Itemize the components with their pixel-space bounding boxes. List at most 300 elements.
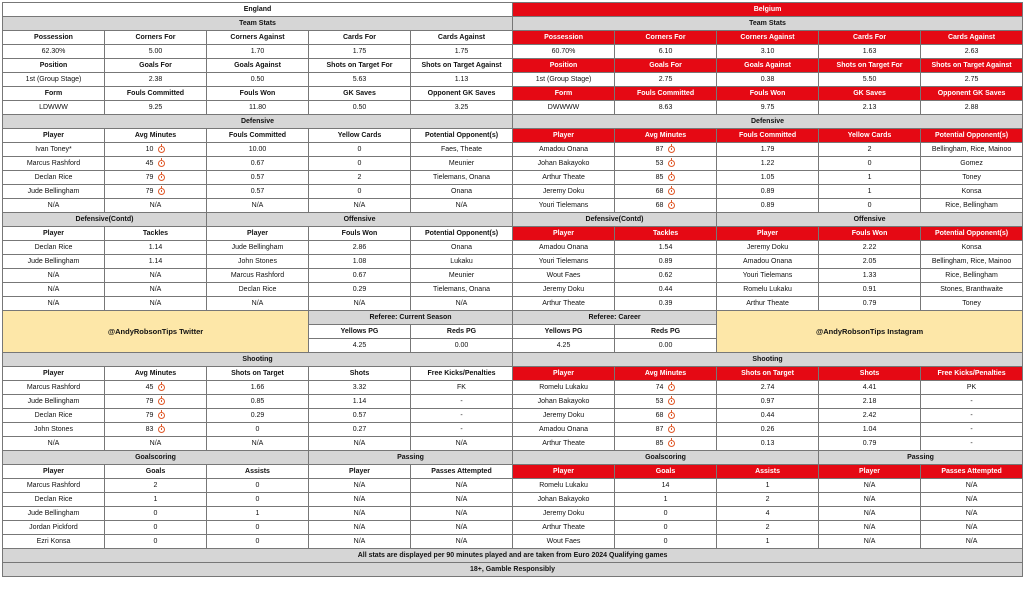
belgium-team-stats-header	[513, 17, 1023, 31]
england-goalscoring-cell	[3, 479, 105, 493]
column-header	[105, 465, 207, 479]
team-stat-label-text: Fouls Won	[749, 90, 786, 97]
england-shooting-cell	[3, 437, 105, 451]
england-offensive-cell-text: John Stones	[238, 258, 277, 265]
england-team-stat-value	[3, 45, 105, 59]
england-offensive-cell	[411, 297, 513, 311]
england-goalscoring-cell-text: Jude Bellingham	[27, 510, 80, 517]
belgium-team-stat-value-text: 60.70%	[551, 48, 576, 55]
column-header-text: Shots on Target	[231, 370, 284, 377]
belgium-shooting-header	[513, 353, 1023, 367]
belgium-team-stat-value-text: 6.10	[658, 48, 673, 55]
column-header-text: Player	[42, 132, 65, 139]
england-shooting-cell-text: 0	[255, 426, 260, 433]
england-shooting-cell	[207, 395, 309, 409]
column-header-text: Avg Minutes	[134, 370, 177, 377]
column-header-text: Tackles	[652, 230, 679, 237]
belgium-goalscoring-cell	[717, 521, 819, 535]
team-stat-label-text: Fouls Committed	[636, 90, 695, 97]
belgium-shooting-cell	[615, 381, 717, 395]
belgium-passing-cell	[819, 521, 921, 535]
belgium-goalscoring-cell-text: Johan Bakayoko	[537, 496, 590, 503]
england-passing-header	[309, 451, 513, 465]
belgium-goalscoring-header	[513, 451, 819, 465]
belgium-shooting-cell-text: 0.13	[760, 440, 775, 447]
england-goalscoring-cell	[207, 521, 309, 535]
england-shooting-header-text: Shooting	[242, 356, 273, 363]
column-header	[717, 227, 819, 241]
belgium-goalscoring-cell-text: 2	[765, 524, 770, 531]
column-header	[207, 227, 309, 241]
england-shooting-cell	[411, 409, 513, 423]
england-goalscoring-cell-text: 0	[255, 496, 260, 503]
belgium-defensive-cell-text: Youri Tielemans	[538, 202, 589, 209]
team-stat-label	[309, 59, 411, 73]
column-header-text: Passes Attempted	[431, 468, 492, 475]
belgium-shooting-cell	[615, 395, 717, 409]
column-header-text: Avg Minutes	[644, 132, 687, 139]
england-shooting-cell-text: Jude Bellingham	[27, 398, 80, 405]
england-defensive-contd-header	[3, 213, 207, 227]
england-goalscoring-cell	[3, 493, 105, 507]
england-goalscoring-cell-text: 1	[255, 510, 260, 517]
gamble-responsibly-note-text: 18+, Gamble Responsibly	[470, 566, 556, 573]
england-tackles-cell-text: 1.14	[148, 244, 163, 251]
belgium-goalscoring-cell	[615, 507, 717, 521]
england-goalscoring-header	[3, 451, 309, 465]
england-team-stat-value-text: 62.30%	[41, 48, 66, 55]
england-offensive-header-text: Offensive	[343, 216, 376, 223]
team-stat-label	[921, 31, 1023, 45]
belgium-defensive-cell	[717, 171, 819, 185]
belgium-goalscoring-cell-text: 1	[765, 538, 770, 545]
belgium-goalscoring-cell	[513, 507, 615, 521]
team-stat-label-text: Cards For	[853, 34, 887, 41]
team-stat-label	[207, 31, 309, 45]
belgium-team-stat-value	[921, 101, 1023, 115]
belgium-passing-cell	[819, 507, 921, 521]
belgium-shooting-cell-text: 87	[655, 426, 664, 433]
belgium-team-stat-value-text: 0.38	[760, 76, 775, 83]
england-goalscoring-header-text: Goalscoring	[135, 454, 176, 461]
england-offensive-cell-text: Declan Rice	[238, 286, 277, 293]
belgium-offensive-cell	[921, 241, 1023, 255]
belgium-offensive-cell-text: Toney	[962, 300, 981, 307]
england-passing-cell-text: N/A	[455, 482, 468, 489]
column-header-text: Goals	[655, 468, 676, 475]
england-shooting-cell-text: -	[460, 426, 463, 433]
column-header-text: Player	[42, 370, 65, 377]
england-offensive-cell	[411, 241, 513, 255]
belgium-shooting-cell	[717, 395, 819, 409]
belgium-team-stats-header-text: Team Stats	[749, 20, 786, 27]
belgium-shooting-cell-text: 53	[655, 398, 664, 405]
belgium-defensive-cell-text: 0.89	[760, 188, 775, 195]
team-stat-label-text: Goals Against	[744, 62, 791, 69]
belgium-shooting-cell	[819, 437, 921, 451]
belgium-tackles-cell-text: 0.44	[658, 286, 673, 293]
belgium-team-stat-value-text: 2.75	[658, 76, 673, 83]
team-stat-label-text: Goals Against	[234, 62, 281, 69]
belgium-defensive-cell	[717, 185, 819, 199]
england-shooting-cell	[309, 409, 411, 423]
england-defensive-cell-text: 0.57	[250, 188, 265, 195]
belgium-offensive-cell-text: 0.79	[862, 300, 877, 307]
belgium-defensive-cell-text: Bellingham, Rice, Mainoo	[931, 146, 1012, 153]
belgium-offensive-cell-text: Arthur Theate	[746, 300, 789, 307]
team-stat-label	[309, 31, 411, 45]
england-tackles-cell-text: N/A	[149, 300, 162, 307]
england-defensive-cell-text: Faes, Theate	[440, 146, 483, 153]
gamble-responsibly-note	[3, 563, 1023, 577]
belgium-shooting-cell	[921, 437, 1023, 451]
column-header	[615, 227, 717, 241]
england-team-stat-value-text: 1.13	[454, 76, 469, 83]
belgium-offensive-header-text: Offensive	[853, 216, 886, 223]
team-stat-label-text: Fouls Committed	[126, 90, 185, 97]
belgium-team-stat-value	[819, 45, 921, 59]
belgium-goalscoring-cell	[513, 479, 615, 493]
england-offensive-cell-text: Tielemans, Onana	[433, 286, 490, 293]
england-team-stat-value-text: 3.25	[454, 104, 469, 111]
belgium-team-stat-value-text: 3.10	[760, 48, 775, 55]
england-goalscoring-cell-text: Jordan Pickford	[29, 524, 78, 531]
england-shooting-cell	[309, 381, 411, 395]
england-defensive-cell-text: 79	[145, 188, 154, 195]
belgium-defensive-cell	[819, 157, 921, 171]
england-passing-cell-text: N/A	[455, 496, 468, 503]
england-shooting-cell-text: 0.85	[250, 398, 265, 405]
belgium-offensive-cell	[717, 255, 819, 269]
team-stat-label-text: Cards Against	[437, 34, 486, 41]
team-stat-label-text: Position	[549, 62, 578, 69]
belgium-goalscoring-cell	[717, 479, 819, 493]
england-goalscoring-cell-text: Declan Rice	[34, 496, 73, 503]
belgium-tackles-cell	[513, 297, 615, 311]
belgium-defensive-cell	[921, 143, 1023, 157]
england-defensive-cell	[207, 143, 309, 157]
column-header-text: Avg Minutes	[644, 370, 687, 377]
england-goalscoring-cell	[3, 535, 105, 549]
belgium-team-stat-value	[717, 73, 819, 87]
england-goalscoring-cell	[3, 521, 105, 535]
footer-note	[3, 549, 1023, 563]
team-stat-label	[819, 87, 921, 101]
england-tackles-cell	[105, 297, 207, 311]
england-tackles-cell	[3, 297, 105, 311]
belgium-goalscoring-cell-text: Wout Faes	[546, 538, 581, 545]
england-shooting-cell-text: Declan Rice	[34, 412, 73, 419]
england-goalscoring-cell-text: 0	[255, 524, 260, 531]
column-header	[615, 129, 717, 143]
belgium-defensive-cell-text: 53	[655, 160, 664, 167]
belgium-passing-cell	[921, 479, 1023, 493]
column-header-text: Shots on Target	[741, 370, 794, 377]
england-defensive-cell	[411, 171, 513, 185]
belgium-shooting-cell	[513, 395, 615, 409]
belgium-shooting-cell	[717, 409, 819, 423]
team-stat-label-text: Goals For	[139, 62, 172, 69]
belgium-shooting-cell-text: 0.79	[862, 440, 877, 447]
england-team-stat-value-text: 1.75	[454, 48, 469, 55]
england-defensive-cell	[3, 171, 105, 185]
team-stat-label	[105, 31, 207, 45]
referee-reds-label	[411, 325, 513, 339]
belgium-shooting-cell-text: 68	[655, 412, 664, 419]
belgium-defensive-cell-text: 68	[655, 188, 664, 195]
team-stat-label	[717, 87, 819, 101]
england-goalscoring-cell	[105, 521, 207, 535]
column-header-text: Fouls Committed	[738, 132, 797, 139]
england-tackles-cell-text: 1.14	[148, 258, 163, 265]
referee-yellows-label	[513, 325, 615, 339]
england-defensive-cell	[411, 185, 513, 199]
belgium-team-stat-value	[717, 45, 819, 59]
england-shooting-cell-text: 3.32	[352, 384, 367, 391]
belgium-team-stat-value	[513, 73, 615, 87]
belgium-team-stat-value-text: 2.75	[964, 76, 979, 83]
belgium-defensive-cell	[921, 157, 1023, 171]
belgium-team-stat-value	[819, 101, 921, 115]
england-tackles-cell	[105, 283, 207, 297]
column-header-text: Fouls Won	[341, 230, 378, 237]
team-stat-label-text: GK Saves	[853, 90, 886, 97]
belgium-goalscoring-cell	[615, 493, 717, 507]
england-passing-cell-text: N/A	[353, 538, 366, 545]
column-header	[309, 367, 411, 381]
belgium-defensive-cell-text: Gomez	[960, 160, 983, 167]
team-stat-label-text: GK Saves	[343, 90, 376, 97]
england-defensive-contd-header-text: Defensive(Contd)	[75, 216, 134, 223]
england-team-stat-value	[105, 73, 207, 87]
team-stat-label	[105, 87, 207, 101]
england-offensive-cell	[207, 241, 309, 255]
team-stat-label	[3, 59, 105, 73]
england-team-stat-value-text: LDWWW	[39, 104, 68, 111]
england-shooting-cell	[207, 423, 309, 437]
belgium-defensive-cell-text: Amadou Onana	[539, 146, 589, 153]
england-goalscoring-cell	[105, 535, 207, 549]
belgium-defensive-header	[513, 115, 1023, 129]
england-tackles-cell	[3, 241, 105, 255]
belgium-shooting-header-text: Shooting	[752, 356, 783, 363]
belgium-defensive-cell-text: 68	[655, 202, 664, 209]
column-header	[309, 129, 411, 143]
belgium-offensive-cell	[921, 297, 1023, 311]
team-stat-label	[513, 87, 615, 101]
belgium-defensive-cell-text: 2	[867, 146, 872, 153]
belgium-shooting-cell	[819, 381, 921, 395]
team-stat-label-text: Fouls Won	[239, 90, 276, 97]
belgium-offensive-cell-text: Bellingham, Rice, Mainoo	[931, 258, 1012, 265]
england-passing-cell	[309, 479, 411, 493]
england-passing-cell	[309, 493, 411, 507]
stopwatch-icon	[668, 440, 675, 447]
belgium-tackles-cell	[615, 297, 717, 311]
england-team-stat-value-text: 1.75	[352, 48, 367, 55]
belgium-offensive-cell	[921, 283, 1023, 297]
team-stat-label-text: Shots on Target Against	[421, 62, 502, 69]
belgium-offensive-header	[717, 213, 1023, 227]
england-defensive-cell	[105, 199, 207, 213]
england-defensive-cell	[207, 199, 309, 213]
column-header-text: Player	[553, 468, 575, 475]
england-defensive-cell-text: N/A	[251, 202, 264, 209]
england-goalscoring-cell	[207, 507, 309, 521]
belgium-shooting-cell	[819, 423, 921, 437]
england-passing-cell	[309, 535, 411, 549]
stopwatch-icon	[158, 160, 165, 167]
england-passing-cell-text: N/A	[353, 482, 366, 489]
belgium-defensive-cell	[615, 157, 717, 171]
belgium-shooting-cell-text: 0.44	[760, 412, 775, 419]
belgium-defensive-cell-text: Johan Bakayoko	[537, 160, 590, 167]
column-header	[411, 227, 513, 241]
england-passing-header-text: Passing	[397, 454, 424, 461]
column-header	[717, 129, 819, 143]
england-defensive-cell	[105, 143, 207, 157]
belgium-tackles-cell	[615, 255, 717, 269]
team-stat-label-text: Corners Against	[230, 34, 285, 41]
england-team-stat-value	[411, 73, 513, 87]
team-stat-label	[921, 87, 1023, 101]
belgium-shooting-cell	[513, 381, 615, 395]
belgium-defensive-cell-text: Arthur Theate	[542, 174, 585, 181]
england-shooting-cell-text: 0.27	[352, 426, 367, 433]
belgium-goalscoring-cell	[513, 493, 615, 507]
belgium-goalscoring-cell-text: Arthur Theate	[542, 524, 585, 531]
belgium-defensive-header-text: Defensive	[751, 118, 785, 125]
belgium-tackles-cell-text: Arthur Theate	[542, 300, 585, 307]
england-shooting-cell-text: 0.29	[250, 412, 265, 419]
belgium-shooting-cell-text: 2.74	[760, 384, 775, 391]
column-header-text: Player	[348, 468, 371, 475]
belgium-defensive-cell	[513, 171, 615, 185]
england-defensive-cell	[411, 199, 513, 213]
belgium-offensive-cell-text: Stones, Branthwaite	[940, 286, 1003, 293]
belgium-goalscoring-cell-text: 0	[663, 524, 668, 531]
team-stat-label	[105, 59, 207, 73]
england-defensive-cell-text: N/A	[455, 202, 468, 209]
belgium-goalscoring-cell-text: Jeremy Doku	[542, 510, 585, 517]
belgium-offensive-cell-text: Jeremy Doku	[746, 244, 789, 251]
england-shooting-cell	[411, 437, 513, 451]
belgium-offensive-cell-text: Youri Tielemans	[742, 272, 793, 279]
stopwatch-icon	[668, 146, 675, 153]
england-offensive-cell-text: N/A	[353, 300, 366, 307]
belgium-defensive-cell-text: 0.89	[760, 202, 775, 209]
belgium-passing-cell	[921, 493, 1023, 507]
belgium-tackles-cell-text: 0.62	[658, 272, 673, 279]
england-goalscoring-cell	[3, 507, 105, 521]
column-header	[411, 367, 513, 381]
england-shooting-cell-text: 83	[145, 426, 154, 433]
england-shooting-cell-text: N/A	[353, 440, 366, 447]
england-shooting-cell	[309, 437, 411, 451]
column-header	[513, 227, 615, 241]
england-offensive-cell-text: N/A	[455, 300, 468, 307]
referee-career-yellows	[513, 339, 615, 353]
team-stat-label	[717, 31, 819, 45]
england-shooting-cell	[105, 381, 207, 395]
england-passing-cell-text: N/A	[455, 510, 468, 517]
stopwatch-icon	[668, 160, 675, 167]
stopwatch-icon	[668, 398, 675, 405]
column-header-text: Player	[553, 370, 575, 377]
column-header-text: Player	[42, 230, 65, 237]
team-stat-label-text: Corners Against	[740, 34, 795, 41]
belgium-tackles-cell-text: 0.89	[658, 258, 673, 265]
england-offensive-header	[207, 213, 513, 227]
column-header	[615, 465, 717, 479]
belgium-tackles-cell	[513, 255, 615, 269]
column-header	[105, 227, 207, 241]
column-header	[819, 129, 921, 143]
stopwatch-icon	[668, 412, 675, 419]
belgium-defensive-cell-text: Jeremy Doku	[542, 188, 585, 195]
belgium-team-stat-value	[615, 101, 717, 115]
column-header-text: Player	[553, 132, 575, 139]
column-header	[921, 367, 1023, 381]
belgium-defensive-contd-header-text: Defensive(Contd)	[585, 216, 644, 223]
belgium-defensive-cell	[819, 199, 921, 213]
england-team-stat-value	[207, 45, 309, 59]
column-header-text: Free Kicks/Penalties	[427, 370, 496, 377]
england-team-stat-value	[309, 45, 411, 59]
belgium-goalscoring-cell	[615, 535, 717, 549]
england-defensive-cell	[309, 199, 411, 213]
england-defensive-cell-text: N/A	[149, 202, 162, 209]
england-passing-cell	[309, 521, 411, 535]
belgium-goalscoring-cell	[615, 521, 717, 535]
england-goalscoring-cell-text: Ezri Konsa	[36, 538, 71, 545]
team-stat-label	[513, 59, 615, 73]
belgium-team-stat-value	[513, 45, 615, 59]
england-shooting-cell	[411, 381, 513, 395]
team-stat-label	[411, 31, 513, 45]
belgium-shooting-cell-text: 0.26	[760, 426, 775, 433]
belgium-defensive-cell	[717, 157, 819, 171]
stopwatch-icon	[158, 426, 165, 433]
belgium-shooting-cell-text: Johan Bakayoko	[537, 398, 590, 405]
column-header-text: Passes Attempted	[941, 468, 1002, 475]
team-stat-label	[615, 59, 717, 73]
england-goalscoring-cell-text: 1	[153, 496, 158, 503]
belgium-shooting-cell-text: Amadou Onana	[539, 426, 589, 433]
belgium-team-stat-value	[513, 101, 615, 115]
column-header-text: Shots	[349, 370, 370, 377]
england-tackles-cell-text: N/A	[47, 272, 60, 279]
belgium-defensive-cell	[513, 185, 615, 199]
england-shooting-cell-text: -	[460, 398, 463, 405]
team-stat-label	[921, 59, 1023, 73]
england-tackles-cell	[3, 283, 105, 297]
england-goalscoring-cell-text: 2	[153, 482, 158, 489]
belgium-offensive-cell	[921, 269, 1023, 283]
england-shooting-cell-text: 79	[145, 398, 154, 405]
belgium-offensive-cell	[819, 241, 921, 255]
england-tackles-cell	[105, 255, 207, 269]
england-defensive-cell	[309, 171, 411, 185]
belgium-shooting-cell	[717, 437, 819, 451]
column-header-text: Yellow Cards	[847, 132, 892, 139]
belgium-defensive-cell	[513, 157, 615, 171]
belgium-passing-header	[819, 451, 1023, 465]
belgium-team-stat-value-text: 1.63	[862, 48, 877, 55]
england-tackles-cell-text: Jude Bellingham	[27, 258, 80, 265]
england-team-stat-value-text: 9.25	[148, 104, 163, 111]
england-defensive-cell-text: Tielemans, Onana	[433, 174, 490, 181]
